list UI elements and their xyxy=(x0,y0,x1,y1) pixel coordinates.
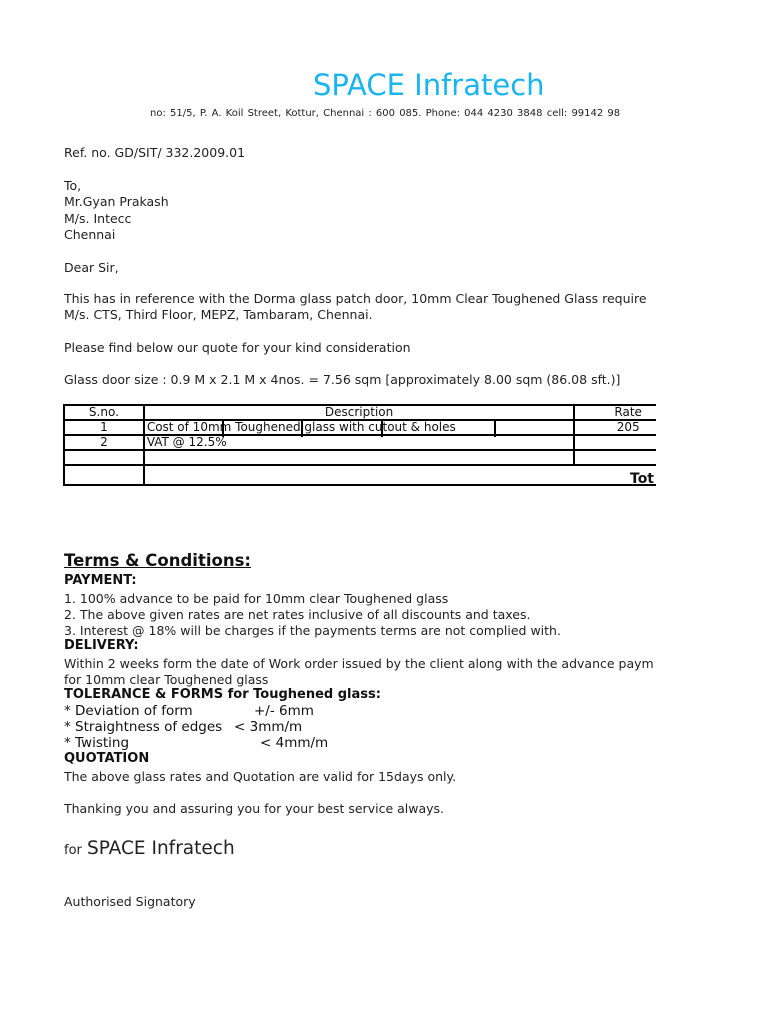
row-description: Cost of 10mm Toughened glass with cutout & holes xyxy=(144,420,574,435)
tolerance-label-straightness: * Straightness of edges xyxy=(64,719,223,735)
payment-heading: PAYMENT: xyxy=(64,573,137,588)
row-rate xyxy=(574,435,656,450)
table-total-row xyxy=(64,465,656,485)
header-rate: Rate xyxy=(574,405,656,420)
row-sno: 1 xyxy=(64,420,144,435)
to-label: To, xyxy=(64,178,82,193)
tolerance-value-deviation: +/- 6mm xyxy=(254,703,314,719)
row-rate xyxy=(574,450,656,465)
row-rate: 205 xyxy=(574,420,656,435)
for-company: SPACE Infratech xyxy=(86,838,235,859)
recipient-company: M/s. Intecc xyxy=(64,211,132,226)
recipient-city: Chennai xyxy=(64,227,116,242)
row-sno: 2 xyxy=(64,435,144,450)
quotation-heading: QUOTATION xyxy=(64,751,150,766)
body-paragraph-line2: M/s. CTS, Third Floor, MEPZ, Tambaram, Chennai. xyxy=(64,307,373,322)
reference-number: Ref. no. GD/SIT/ 332.2009.01 xyxy=(64,145,246,160)
company-address: no: 51/5, P. A. Koil Street, Kottur, Chennai : 600 085. Phone: 044 4230 3848 cell: 99142 98 xyxy=(150,108,621,119)
authorised-signatory: Authorised Signatory xyxy=(64,894,196,909)
tolerance-label-deviation: * Deviation of form xyxy=(64,703,193,719)
salutation: Dear Sir, xyxy=(64,260,119,275)
table-row xyxy=(64,420,656,435)
delivery-line-1: Within 2 weeks form the date of Work order issued by the client along with the advance paym xyxy=(64,656,654,671)
quote-intro: Please find below our quote for your kind consideration xyxy=(64,340,411,355)
table-row xyxy=(64,435,656,450)
for-company-line xyxy=(64,838,235,859)
table-row xyxy=(64,450,656,465)
row-description: VAT @ 12.5% xyxy=(144,435,574,450)
for-prefix: for xyxy=(64,843,82,858)
terms-heading: Terms & Conditions: xyxy=(64,551,251,570)
total-blank-cell xyxy=(64,465,144,485)
total-label: Tot xyxy=(630,471,655,487)
table-header-row xyxy=(64,405,656,420)
tolerance-value-twisting: < 4mm/m xyxy=(260,735,329,751)
payment-term-2: 2. The above given rates are net rates inclusive of all discounts and taxes. xyxy=(64,607,531,622)
tolerance-heading: TOLERANCE & FORMS for Toughened glass: xyxy=(64,687,381,702)
glass-size: Glass door size : 0.9 M x 2.1 M x 4nos. = 7.56 sqm [approximately 8.00 sqm (86.08 sft.)] xyxy=(64,372,621,387)
row-sno xyxy=(64,450,144,465)
payment-term-3: 3. Interest @ 18% will be charges if the payments terms are not complied with. xyxy=(64,623,561,638)
delivery-heading: DELIVERY: xyxy=(64,638,139,653)
total-cell xyxy=(144,465,656,485)
quote-table xyxy=(63,404,656,486)
quotation-validity: The above glass rates and Quotation are valid for 15days only. xyxy=(64,769,457,784)
delivery-line-2: for 10mm clear Toughened glass xyxy=(64,672,269,687)
body-paragraph-line1: This has in reference with the Dorma glass patch door, 10mm Clear Toughened Glass require xyxy=(64,291,647,306)
recipient-name: Mr.Gyan Prakash xyxy=(64,194,169,209)
company-title: SPACE Infratech xyxy=(313,68,545,102)
tolerance-value-straightness: < 3mm/m xyxy=(234,719,303,735)
thanks-line: Thanking you and assuring you for your best service always. xyxy=(64,801,445,816)
tolerance-label-twisting: * Twisting xyxy=(64,735,130,751)
row-description xyxy=(144,450,574,465)
header-description: Description xyxy=(144,405,574,420)
payment-term-1: 1. 100% advance to be paid for 10mm clear Toughened glass xyxy=(64,591,449,606)
header-sno: S.no. xyxy=(64,405,144,420)
